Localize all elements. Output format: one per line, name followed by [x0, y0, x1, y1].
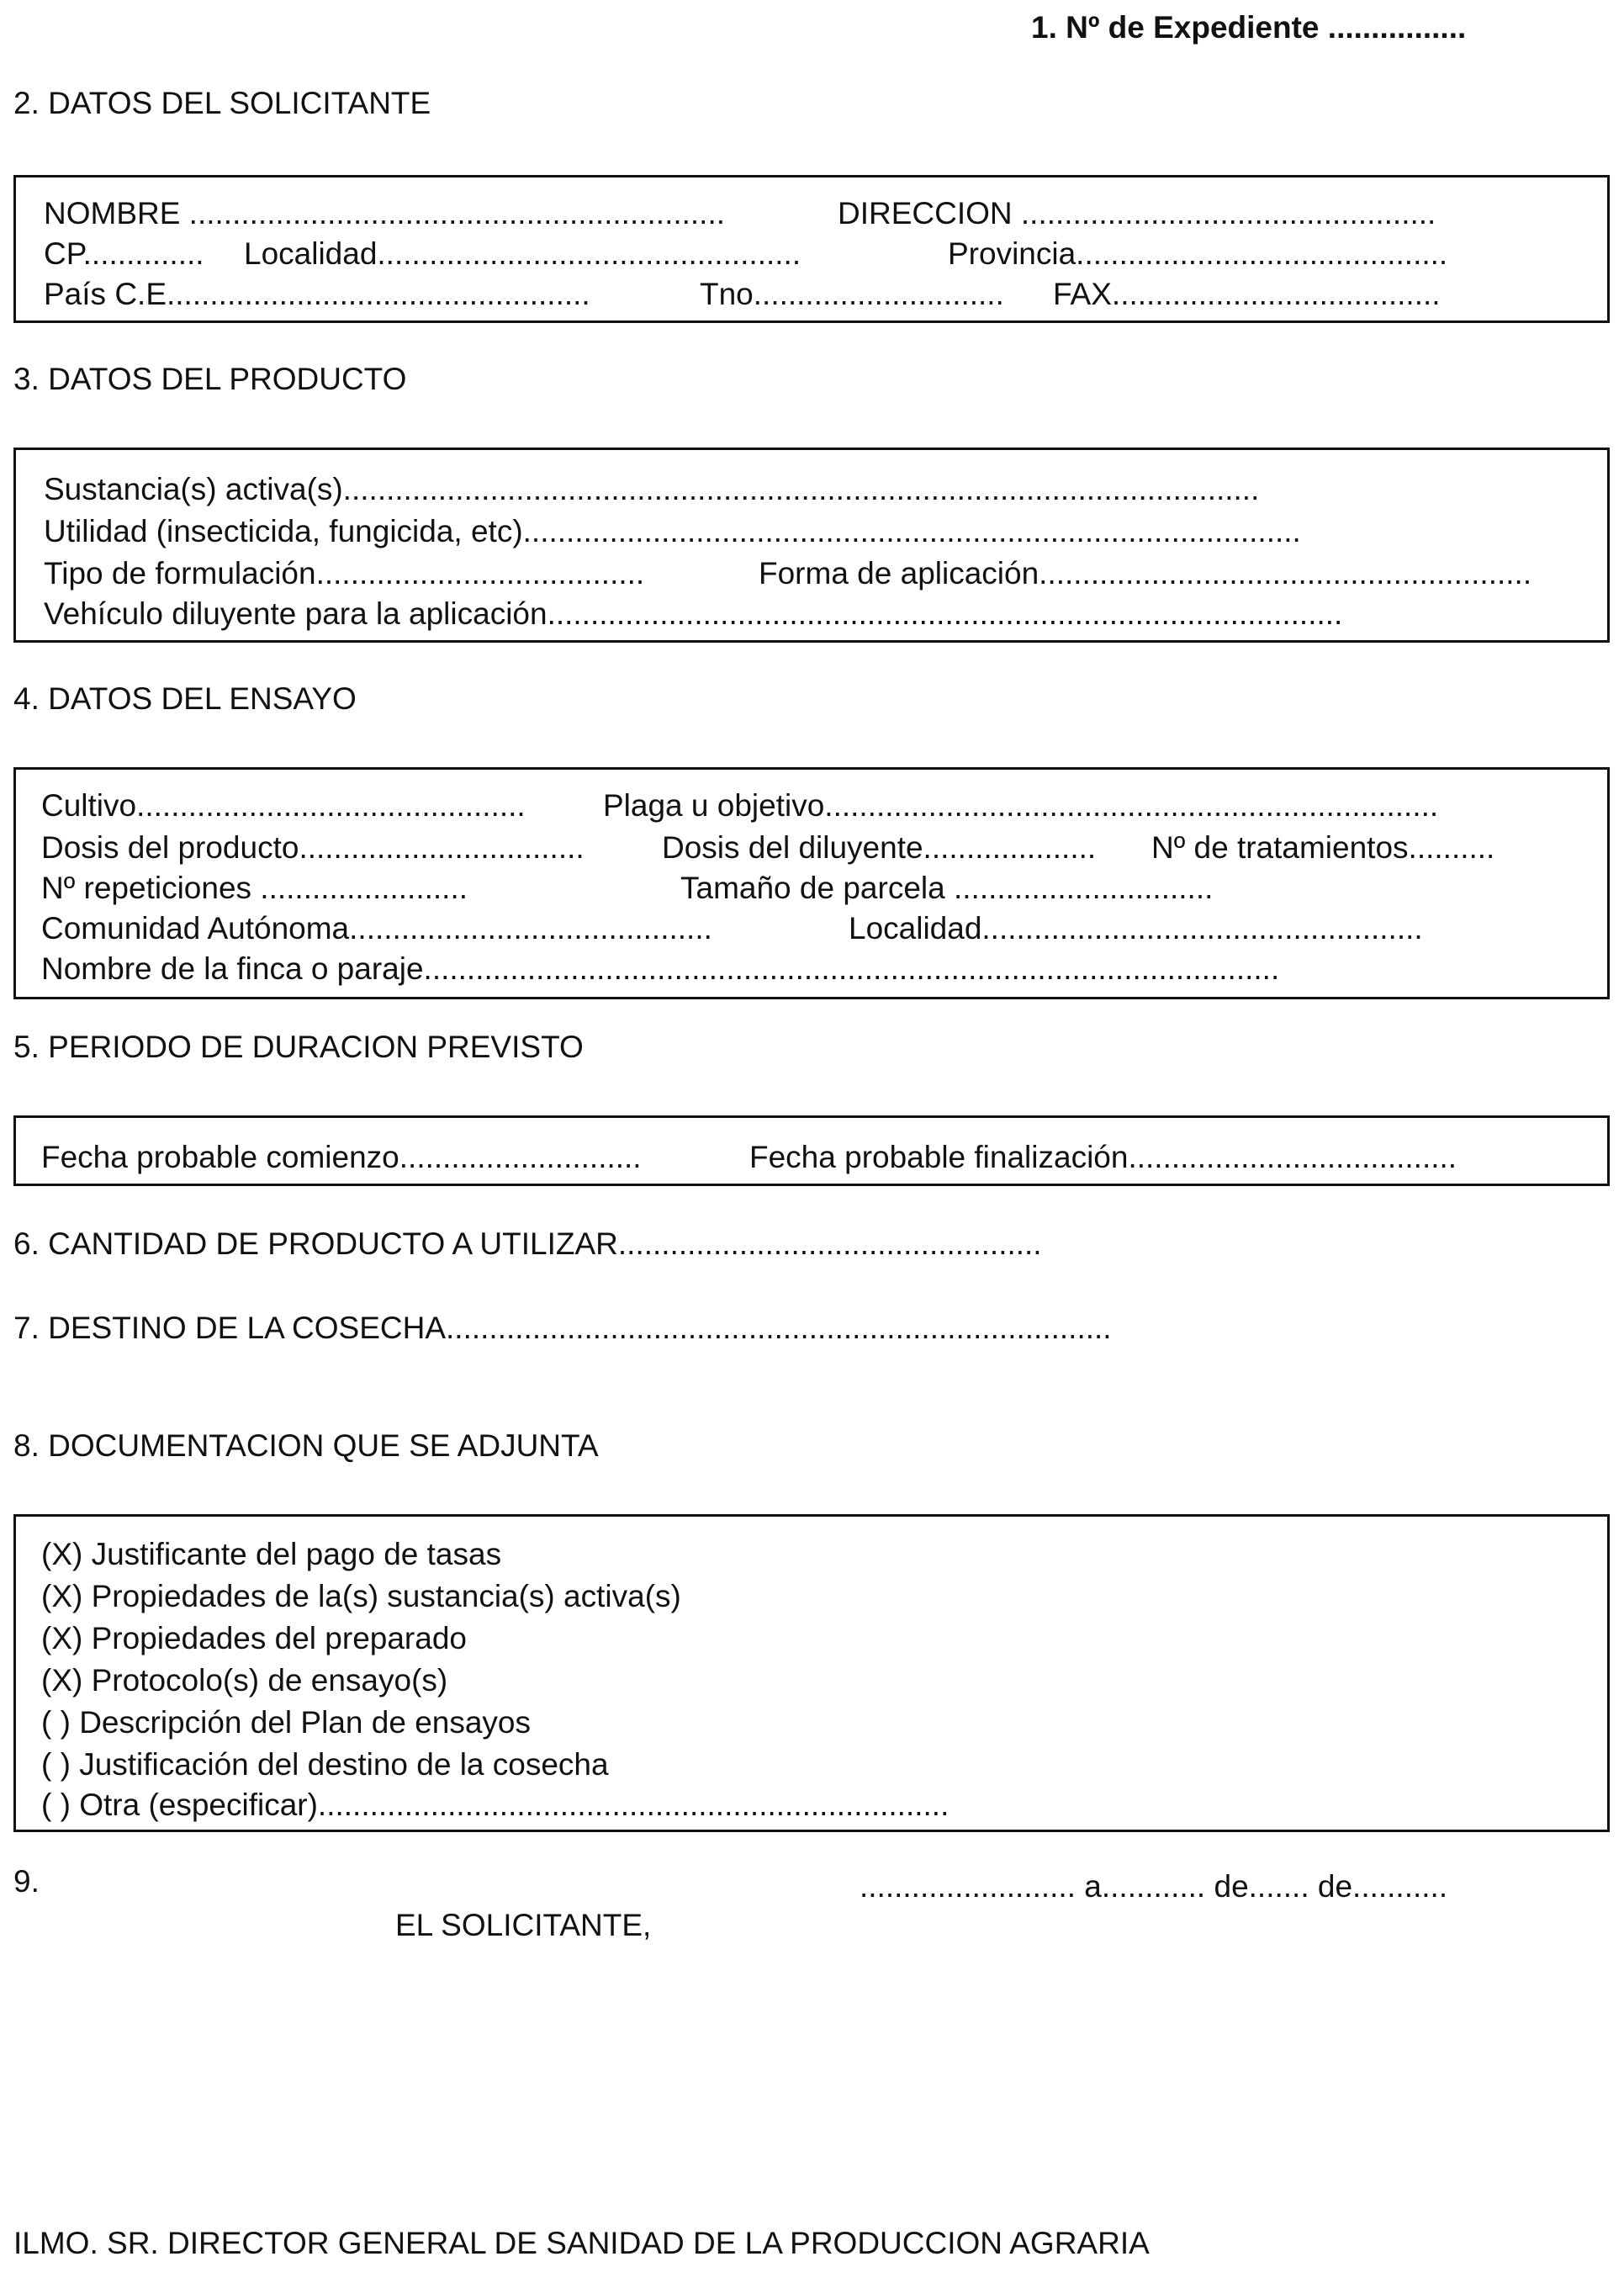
section-8-title: 8. DOCUMENTACION QUE SE ADJUNTA — [13, 1428, 599, 1463]
place-date-field[interactable]: ......................... a............ de....... de........... — [860, 1869, 1448, 1904]
cp-field[interactable]: CP.............. — [44, 236, 204, 271]
period-box — [13, 1115, 1610, 1186]
section-5-title: 5. PERIODO DE DURACION PREVISTO — [13, 1030, 584, 1064]
section-3-title: 3. DATOS DEL PRODUCTO — [13, 362, 407, 396]
section-4-title: 4. DATOS DEL ENSAYO — [13, 681, 357, 716]
utilidad-field[interactable]: Utilidad (insecticida, fungicida, etc).......................................................................................... — [44, 514, 1301, 548]
pais-field[interactable]: País C.E................................................. — [44, 277, 590, 311]
fecha-comienzo-field[interactable]: Fecha probable comienzo............................ — [41, 1140, 642, 1174]
product-data-box — [13, 448, 1610, 643]
comunidad-field[interactable]: Comunidad Autónoma.......................................... — [41, 911, 712, 946]
fax-field[interactable]: FAX...................................... — [1053, 277, 1441, 311]
localidad-field[interactable]: Localidad................................................. — [244, 236, 801, 271]
expediente-number: 1. Nº de Expediente ................ — [1031, 10, 1467, 45]
doc-item-plan-ensayos[interactable]: ( ) Descripción del Plan de ensayos — [41, 1705, 532, 1740]
destino-cosecha-field[interactable]: 7. DESTINO DE LA COSECHA............................................................................. — [13, 1311, 1112, 1345]
nombre-field[interactable]: NOMBRE .............................................................. — [44, 196, 726, 230]
dosis-diluyente-field[interactable]: Dosis del diluyente.................... — [662, 830, 1097, 865]
signer-label: EL SOLICITANTE, — [395, 1908, 652, 1942]
localidad-ensayo-field[interactable]: Localidad................................................... — [849, 911, 1423, 946]
doc-item-propiedades-preparado[interactable]: (X) Propiedades del preparado — [41, 1621, 467, 1655]
trial-data-box — [13, 767, 1610, 999]
section-9-number: 9. — [13, 1864, 40, 1899]
addressee: ILMO. SR. DIRECTOR GENERAL DE SANIDAD DE LA PRODUCCION AGRARIA — [13, 2226, 1150, 2260]
cultivo-field[interactable]: Cultivo............................................. — [41, 788, 526, 823]
finca-field[interactable]: Nombre de la finca o paraje................................................................................................... — [41, 951, 1280, 986]
sustancia-field[interactable]: Sustancia(s) activa(s).......................................................................................................... — [44, 472, 1260, 506]
tno-field[interactable]: Tno............................. — [700, 277, 1004, 311]
tratamientos-field[interactable]: Nº de tratamientos.......... — [1151, 830, 1495, 865]
provincia-field[interactable]: Provincia........................................... — [948, 236, 1448, 271]
doc-item-destino-cosecha[interactable]: ( ) Justificación del destino de la cosecha — [41, 1747, 609, 1782]
section-2-title: 2. DATOS DEL SOLICITANTE — [13, 86, 431, 120]
doc-item-propiedades-sustancias[interactable]: (X) Propiedades de la(s) sustancia(s) activa(s) — [41, 1579, 681, 1613]
vehiculo-field[interactable]: Vehículo diluyente para la aplicación............................................................................................ — [44, 596, 1343, 631]
direccion-field[interactable]: DIRECCION ................................................ — [838, 196, 1436, 230]
doc-item-protocolos[interactable]: (X) Protocolo(s) de ensayo(s) — [41, 1663, 448, 1698]
doc-item-pago-tasas[interactable]: (X) Justificante del pago de tasas — [41, 1537, 502, 1571]
fecha-finalizacion-field[interactable]: Fecha probable finalización...................................... — [749, 1140, 1457, 1174]
plaga-field[interactable]: Plaga u objetivo....................................................................... — [603, 788, 1439, 823]
doc-item-otra[interactable]: ( ) Otra (especificar)......................................................................... — [41, 1788, 950, 1822]
cantidad-producto-field[interactable]: 6. CANTIDAD DE PRODUCTO A UTILIZAR................................................. — [13, 1226, 1042, 1261]
tipo-formulacion-field[interactable]: Tipo de formulación...................................... — [44, 556, 645, 591]
repeticiones-field[interactable]: Nº repeticiones ........................ — [41, 871, 468, 905]
forma-aplicacion-field[interactable]: Forma de aplicación......................................................... — [759, 556, 1532, 591]
applicant-data-box — [13, 175, 1610, 323]
dosis-producto-field[interactable]: Dosis del producto................................. — [41, 830, 585, 865]
parcela-field[interactable]: Tamaño de parcela .............................. — [680, 871, 1214, 905]
documentation-box — [13, 1514, 1610, 1832]
